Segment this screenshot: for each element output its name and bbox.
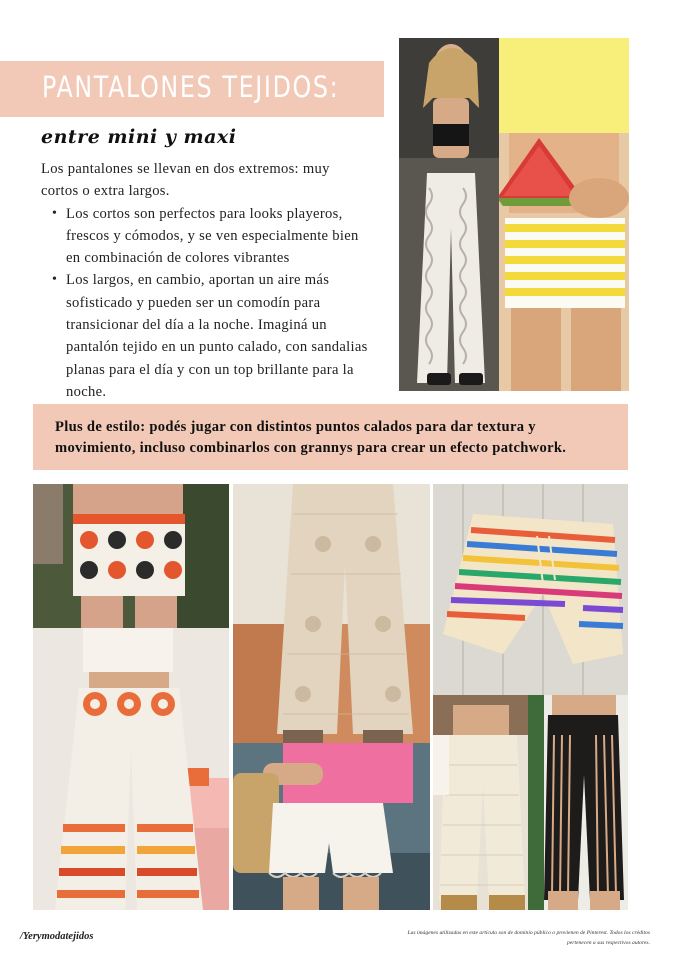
style-tip-callout bbox=[33, 404, 628, 470]
intro-paragraph bbox=[41, 158, 391, 203]
bullet-line: sofisticado y pueden ser un comodín para bbox=[66, 294, 321, 311]
footer-credits-line: Las imágenes utilizadas en este artículo son de dominio público o provienen de Pinterest. Todos los créditos bbox=[407, 930, 650, 936]
bullet-line: frescos y cómodos, y se ven especialmente bien bbox=[66, 227, 359, 244]
article-body bbox=[41, 158, 391, 403]
subtitle: entre mini y maxi bbox=[41, 126, 237, 148]
bullet-line: pantalón tejido en un punto calado, con sandalias bbox=[66, 339, 368, 356]
photo-granny-square-shorts bbox=[33, 484, 229, 628]
bullet-icon: • bbox=[52, 272, 58, 288]
bullet-item-long-pants bbox=[41, 269, 391, 403]
intro-line: cortos o extra largos. bbox=[41, 183, 170, 200]
intro-line: Los pantalones se llevan en dos extremos: muy bbox=[41, 161, 330, 177]
bullet-list bbox=[41, 203, 391, 404]
footer-credits bbox=[340, 928, 650, 948]
photo-mandala-flare-pants bbox=[33, 628, 229, 910]
photo-black-openwork-pants bbox=[528, 695, 628, 910]
bullet-line: transicionar del día a la noche. Imaginá un bbox=[66, 317, 327, 334]
bullet-item-short-pants bbox=[41, 203, 391, 270]
bullet-line: Los cortos son perfectos para looks playeros, bbox=[66, 205, 343, 222]
photo-rainbow-striped-shorts bbox=[433, 484, 628, 695]
callout-line: Plus de estilo: podés jugar con distintos puntos calados para dar textura y bbox=[55, 419, 536, 435]
footer-credits-line: pertenecen a sus respectivos autores. bbox=[566, 940, 650, 946]
bullet-line: Los largos, en cambio, aportan un aire más bbox=[66, 272, 330, 289]
photo-white-crochet-pants bbox=[399, 38, 500, 391]
title-band bbox=[0, 61, 384, 117]
photo-beige-lace-pants bbox=[233, 484, 430, 743]
callout-line: movimiento, incluso combinarlos con grannys para crear un efecto patchwork. bbox=[55, 440, 567, 456]
photo-cream-loose-pants bbox=[433, 695, 528, 910]
photo-yellow-striped-shorts bbox=[499, 38, 629, 391]
bullet-line: planas para el día y con un top brillante para la bbox=[66, 361, 354, 378]
footer-handle: /Yerymodatejidos bbox=[20, 931, 94, 942]
page-title: PANTALONES TEJIDOS: bbox=[42, 70, 340, 104]
callout-text bbox=[55, 417, 615, 459]
photo-white-crochet-shorts bbox=[233, 743, 430, 910]
bullet-icon: • bbox=[52, 205, 58, 221]
bullet-line: en combinación de colores vibrantes bbox=[66, 250, 290, 267]
bullet-line: noche. bbox=[66, 383, 107, 400]
